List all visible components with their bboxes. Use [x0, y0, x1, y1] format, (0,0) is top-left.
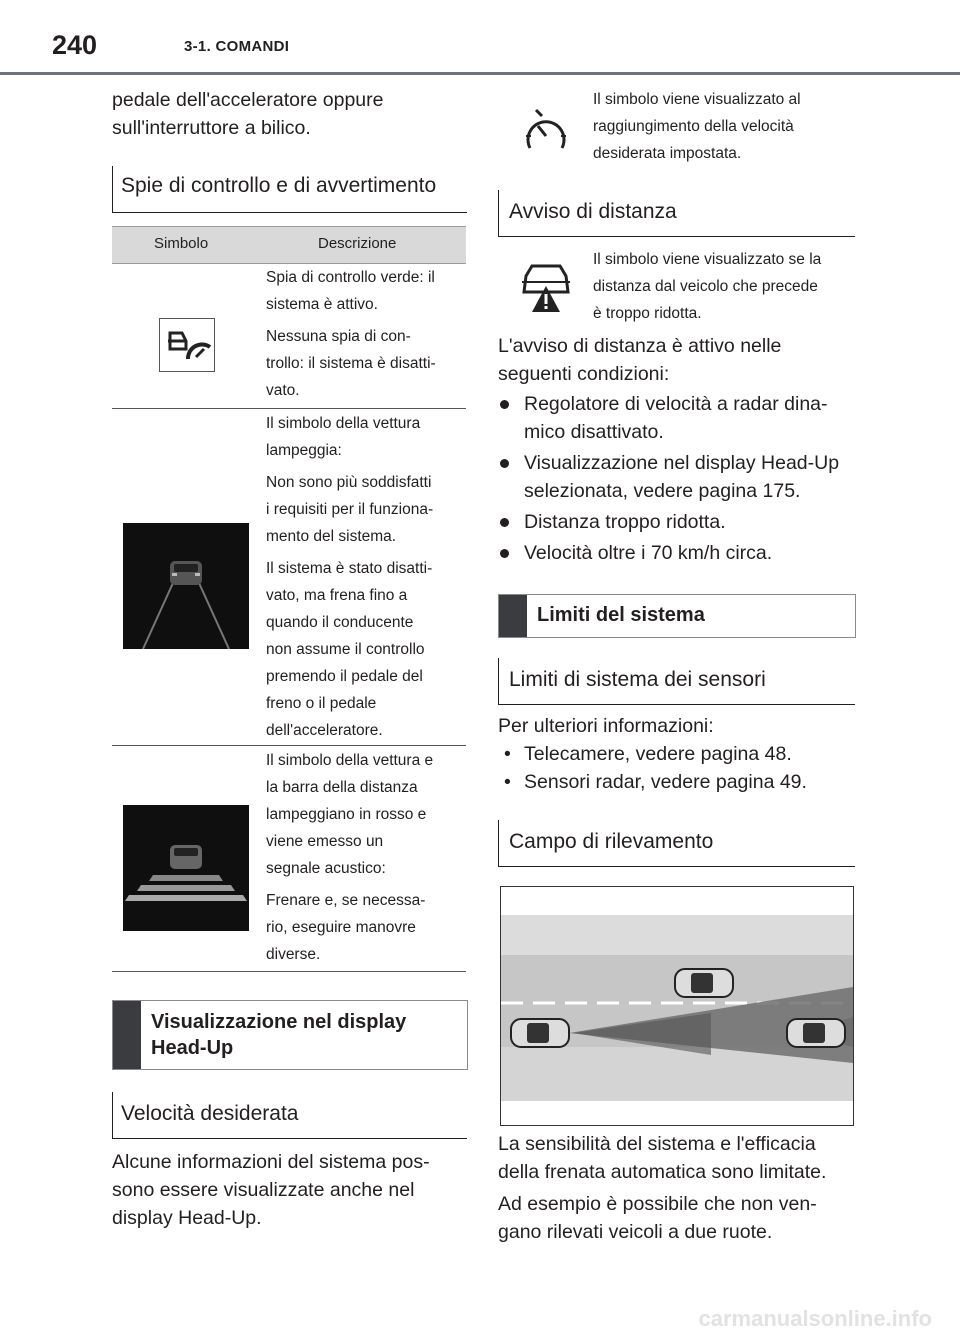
bullet-item	[498, 390, 858, 446]
note-line: Il simbolo viene visualizzato al	[593, 91, 801, 108]
row3-desc	[266, 747, 466, 968]
info-item	[498, 768, 807, 796]
desc-line: sistema è attivo.	[266, 296, 378, 313]
col-symbol: Simbolo	[154, 235, 209, 252]
row-separator	[112, 971, 466, 972]
info-item	[498, 740, 807, 768]
desc-line: non assume il controllo	[266, 641, 425, 658]
desc-line: Il simbolo della vettura	[266, 415, 421, 432]
limiti-sensori-heading-frame	[498, 658, 855, 705]
avviso-heading: Avviso di distanza	[509, 200, 677, 223]
desc-line: premendo il pedale del	[266, 668, 423, 685]
desc-line: viene emesso un	[266, 833, 384, 850]
table-header	[112, 226, 466, 264]
row1-desc	[266, 264, 466, 404]
avviso-text	[498, 332, 781, 388]
bullet-list	[498, 390, 858, 567]
bullet-line: Velocità oltre i 70 km/h circa.	[524, 542, 773, 564]
info-intro: Per ulteriori informazioni:	[498, 715, 714, 737]
spie-heading-frame	[112, 166, 467, 213]
detection-range-diagram	[500, 886, 854, 1126]
avviso-line: seguenti condizioni:	[498, 363, 670, 385]
desc-line: la barra della distanza	[266, 779, 418, 796]
intro-line: sull'interruttore a bilico.	[112, 117, 311, 139]
note-line: è troppo ridotta.	[593, 305, 702, 322]
desc-line: diverse.	[266, 946, 321, 963]
speed-note	[593, 86, 863, 167]
desc-line: rio, eseguire manovre	[266, 919, 416, 936]
desc-line: quando il conducente	[266, 614, 414, 631]
row2-desc	[266, 410, 466, 744]
desc-line: i requisiti per il funziona-	[266, 501, 434, 518]
campo-heading-frame	[498, 820, 855, 867]
bullet-item	[498, 539, 858, 567]
bullet-item	[498, 449, 858, 505]
desc-line: trollo: il sistema è disatti-	[266, 355, 436, 372]
desc-line: lampeggiano in rosso e	[266, 806, 427, 823]
bullet-item	[498, 508, 858, 536]
desc-line: Non sono più soddisfatti	[266, 474, 432, 491]
closing-line: La sensibilità del sistema e l'efficacia	[498, 1133, 816, 1155]
hud-text-line: Alcune informazioni del sistema pos-	[112, 1151, 430, 1173]
spie-heading: Spie di controllo e di avvertimento	[121, 174, 437, 197]
bullet-dot	[500, 459, 509, 468]
desc-line: Il simbolo della vettura e	[266, 752, 434, 769]
hud-box-title	[151, 1009, 406, 1061]
header-rule	[0, 72, 960, 75]
car-ego	[511, 1019, 569, 1047]
desc-line: mento del sistema.	[266, 528, 397, 545]
note-line: desiderata impostata.	[593, 145, 742, 162]
desc-line: Frenare e, se necessa-	[266, 892, 426, 909]
hud-text	[112, 1148, 430, 1232]
hud-box-line: Visualizzazione nel display	[151, 1011, 407, 1033]
desc-line: Nessuna spia di con-	[266, 328, 411, 345]
car-distance-bar-image	[123, 805, 249, 931]
velocita-heading: Velocità desiderata	[121, 1102, 299, 1125]
info-item-text: Telecamere, vedere pagina 48.	[524, 743, 792, 765]
intro-text	[112, 86, 384, 142]
closing-line: gano rilevati veicoli a due ruote.	[498, 1221, 773, 1243]
closing-line: della frenata automatica sono limitate.	[498, 1161, 827, 1183]
page-number: 240	[52, 30, 98, 60]
limiti-sensori-heading: Limiti di sistema dei sensori	[509, 668, 766, 691]
avviso-heading-frame	[498, 190, 855, 237]
closing-line: Ad esempio è possibile che non ven-	[498, 1193, 817, 1215]
hud-text-line: sono essere visualizzate anche nel	[112, 1179, 415, 1201]
desc-line: Spia di controllo verde: il	[266, 269, 435, 286]
velocita-heading-frame	[112, 1092, 467, 1139]
car-ahead-lane	[675, 969, 733, 997]
col-desc: Descrizione	[318, 235, 397, 252]
desc-line: dell'acceleratore.	[266, 722, 383, 739]
car-flashing-image	[123, 523, 249, 649]
avviso-line: L'avviso di distanza è attivo nelle	[498, 335, 782, 357]
hud-text-line: display Head-Up.	[112, 1207, 262, 1229]
limiti-box-title: Limiti del sistema	[537, 604, 705, 626]
row-separator	[112, 408, 466, 409]
bullet-line: Regolatore di velocità a radar dina-	[524, 393, 828, 415]
bullet-line: selezionata, vedere pagina 175.	[524, 480, 801, 502]
desc-line: Il sistema è stato disatti-	[266, 560, 433, 577]
closing-text	[498, 1130, 826, 1246]
note-line: Il simbolo viene visualizzato se la	[593, 251, 822, 268]
intro-line: pedale dell'acceleratore oppure	[112, 89, 384, 111]
distance-warning-icon	[518, 262, 574, 314]
desc-line: vato, ma frena fino a	[266, 587, 408, 604]
car-front	[787, 1019, 845, 1047]
distance-note	[593, 246, 863, 327]
footer-watermark: carmanualsonline.info	[698, 1306, 932, 1331]
speedometer-icon	[522, 108, 570, 158]
row-separator	[112, 745, 466, 746]
limiti-box-heading	[498, 594, 856, 638]
info-item-text: Sensori radar, vedere pagina 49.	[524, 771, 807, 793]
bullet-dot	[500, 549, 509, 558]
box-bar	[499, 595, 527, 637]
info-bullet: •	[504, 771, 511, 793]
note-line: distanza dal veicolo che precede	[593, 278, 818, 295]
desc-line: vato.	[266, 382, 300, 399]
section-title: 3-1. COMANDI	[184, 38, 290, 55]
cruise-control-indicator-icon	[159, 318, 215, 372]
info-bullet: •	[504, 743, 511, 765]
bullet-line: mico disattivato.	[524, 421, 664, 443]
box-bar	[113, 1001, 141, 1069]
desc-line: segnale acustico:	[266, 860, 386, 877]
note-line: raggiungimento della velocità	[593, 118, 794, 135]
bullet-dot	[500, 518, 509, 527]
desc-line: lampeggia:	[266, 442, 342, 459]
bullet-line: Visualizzazione nel display Head-Up	[524, 452, 840, 474]
hud-box-line: Head-Up	[151, 1037, 234, 1059]
bullet-line: Distanza troppo ridotta.	[524, 511, 726, 533]
hud-box-heading	[112, 1000, 468, 1070]
campo-heading: Campo di rilevamento	[509, 830, 714, 853]
desc-line: freno o il pedale	[266, 695, 377, 712]
info-text	[498, 712, 807, 796]
bullet-dot	[500, 400, 509, 409]
